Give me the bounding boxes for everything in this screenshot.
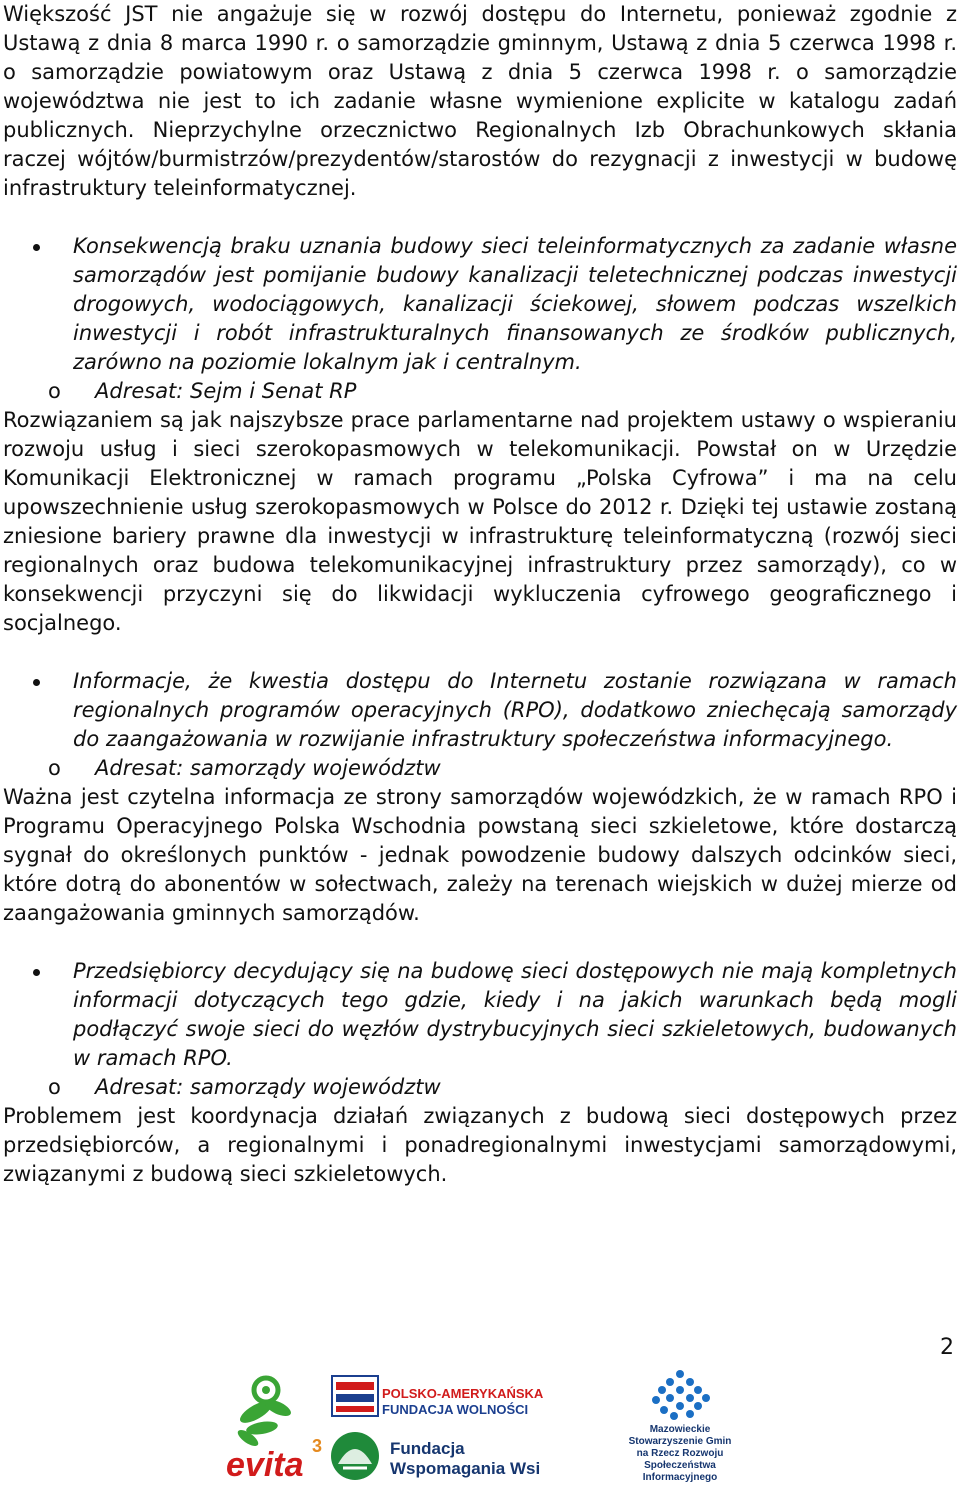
evita-leaves-icon <box>235 1397 293 1449</box>
msgnrsi-line5: Informacyjnego <box>642 1472 718 1483</box>
bullet-item <box>3 957 957 1073</box>
pafw-name-line2: FUNDACJA WOLNOŚCI <box>382 1402 529 1417</box>
msgnrsi-network-icon <box>652 1370 710 1420</box>
addressee-line <box>3 1073 957 1102</box>
spacer <box>3 928 957 957</box>
document-page <box>3 0 957 1189</box>
evita-logo <box>226 1378 322 1484</box>
msgnrsi-line1: Mazowieckie <box>649 1424 711 1435</box>
footer-logos <box>0 1368 960 1486</box>
msgnrsi-line4: Społeczeństwa <box>644 1460 716 1471</box>
sub-bullet-marker: o <box>48 756 61 780</box>
bullet-dot-icon <box>33 969 40 976</box>
fww-name-line2: Wspomagania Wsi <box>390 1459 541 1478</box>
addressee-text: Adresat: Sejm i Senat RP <box>95 379 357 403</box>
bullet-item <box>3 232 957 377</box>
addressee-text: Adresat: samorządy województw <box>95 756 441 780</box>
msgnrsi-line2: Stowarzyszenie Gmin <box>628 1436 732 1447</box>
body-paragraph: Problemem jest koordynacja działań związanych z budową sieci dostępowych przez przedsiębiorców, a regionalnymi i ponadregionalnymi inwestycjami samorządowymi, związanymi z budową sieci szkieletowych. <box>3 1104 957 1186</box>
intro-paragraph: Większość JST nie angażuje się w rozwój dostępu do Internetu, ponieważ zgodnie z Ustawą z dnia 8 marca 1990 r. o samorządzie gminnym, Ustawą z dnia 5 czerwca 1998 r. o samorządzie powiatowym oraz Ustawą z dnia 5 czerwca 1998 r. o samorządzie województwa nie jest to ich zadanie własne wymienione explicite w katalogu zadań publicznych. Nieprzychylne orzecznictwo Regionalnych Izb Obrachunkowych skłania raczej wójtów/burmistrzów/prezydentów/starostów do rezygnacji z inwestycji w budowę infrastruktury teleinformatycznej. <box>3 2 957 200</box>
bullet-dot-icon <box>33 679 40 686</box>
bullet-item <box>3 667 957 754</box>
page-number: 2 <box>940 1335 954 1360</box>
evita-at-dot <box>262 1386 270 1394</box>
fww-name-line1: Fundacja <box>390 1439 465 1458</box>
bullet-text: Przedsiębiorcy decydujący się na budowę sieci dostępowych nie mają kompletnych informacji dotyczących tego gdzie, kiedy i na jakich warunkach będą mogli podłączyć swoje sieci do węzłów dystrybucyjnych sieci szkieletowych, budowanych w ramach RPO. <box>73 959 957 1070</box>
evita-wordmark: evita <box>226 1446 304 1484</box>
msgnrsi-line3: na Rzecz Rozwoju <box>636 1448 724 1459</box>
body-paragraph: Rozwiązaniem są jak najszybsze prace parlamentarne nad projektem ustawy o wspieraniu rozwoju usług i sieci szerokopasmowych w telekomunikacji. Powstał on w Urzędzie Komunikacji Elektronicznej w ramach programu „Polska Cyfrowa” i ma na celu upowszechnienie usług szerokopasmowych w Polsce do 2012 r. Dzięki tej ustawie zostaną zniesione bariery prawne dla inwestycji w infrastrukturę teleinformatyczną (rozwój sieci regionalnych oraz budowa telekomunikacyjnej infrastruktury przez samorządy), co w konsekwencji przyczyni się do likwidacji wykluczenia cyfrowego geograficznego i socjalnego. <box>3 408 957 635</box>
pafw-name-line1: POLSKO-AMERYKAŃSKA <box>382 1386 544 1401</box>
spacer <box>3 203 957 232</box>
evita-superscript: 3 <box>312 1436 323 1456</box>
pafw-logo <box>332 1376 544 1417</box>
addressee-line <box>3 754 957 783</box>
fww-logo <box>331 1432 540 1480</box>
bullet-dot-icon <box>33 244 40 251</box>
msgnrsi-logo <box>629 1370 732 1483</box>
addressee-line <box>3 377 957 406</box>
bullet-text: Informacje, że kwestia dostępu do Internetu zostanie rozwiązana w ramach regionalnych programów operacyjnych (RPO), dodatkowo zniechęcają samorządy do zaangażowania w rozwijanie infrastruktury społeczeństwa informacyjnego. <box>73 669 957 751</box>
spacer <box>3 638 957 667</box>
body-paragraph: Ważna jest czytelna informacja ze strony samorządów wojewódzkich, że w ramach RPO i Programu Operacyjnego Polska Wschodnia powstaną sieci szkieletowe, które dostarczą sygnał do określonych punktów - jednak powodzenie budowy dalszych odcinków sieci, które dotrą do abonentów w sołectwach, zależy na terenach wiejskich w dużej mierze od zaangażowania gminnych samorządów. <box>3 785 957 925</box>
sub-bullet-marker: o <box>48 1075 61 1099</box>
sub-bullet-marker: o <box>48 379 61 403</box>
addressee-text: Adresat: samorządy województw <box>95 1075 441 1099</box>
bullet-text: Konsekwencją braku uznania budowy sieci teleinformatycznych za zadanie własne samorządów jest pomijanie budowy kanalizacji teletechnicznej podczas inwestycji drogowych, wodociągowych, kanalizacji ściekowej, słowem podczas wszelkich inwestycji i robót infrastrukturalnych finansowanych ze środków publicznych, zarówno na poziomie lokalnym jak i centralnym. <box>73 234 957 374</box>
